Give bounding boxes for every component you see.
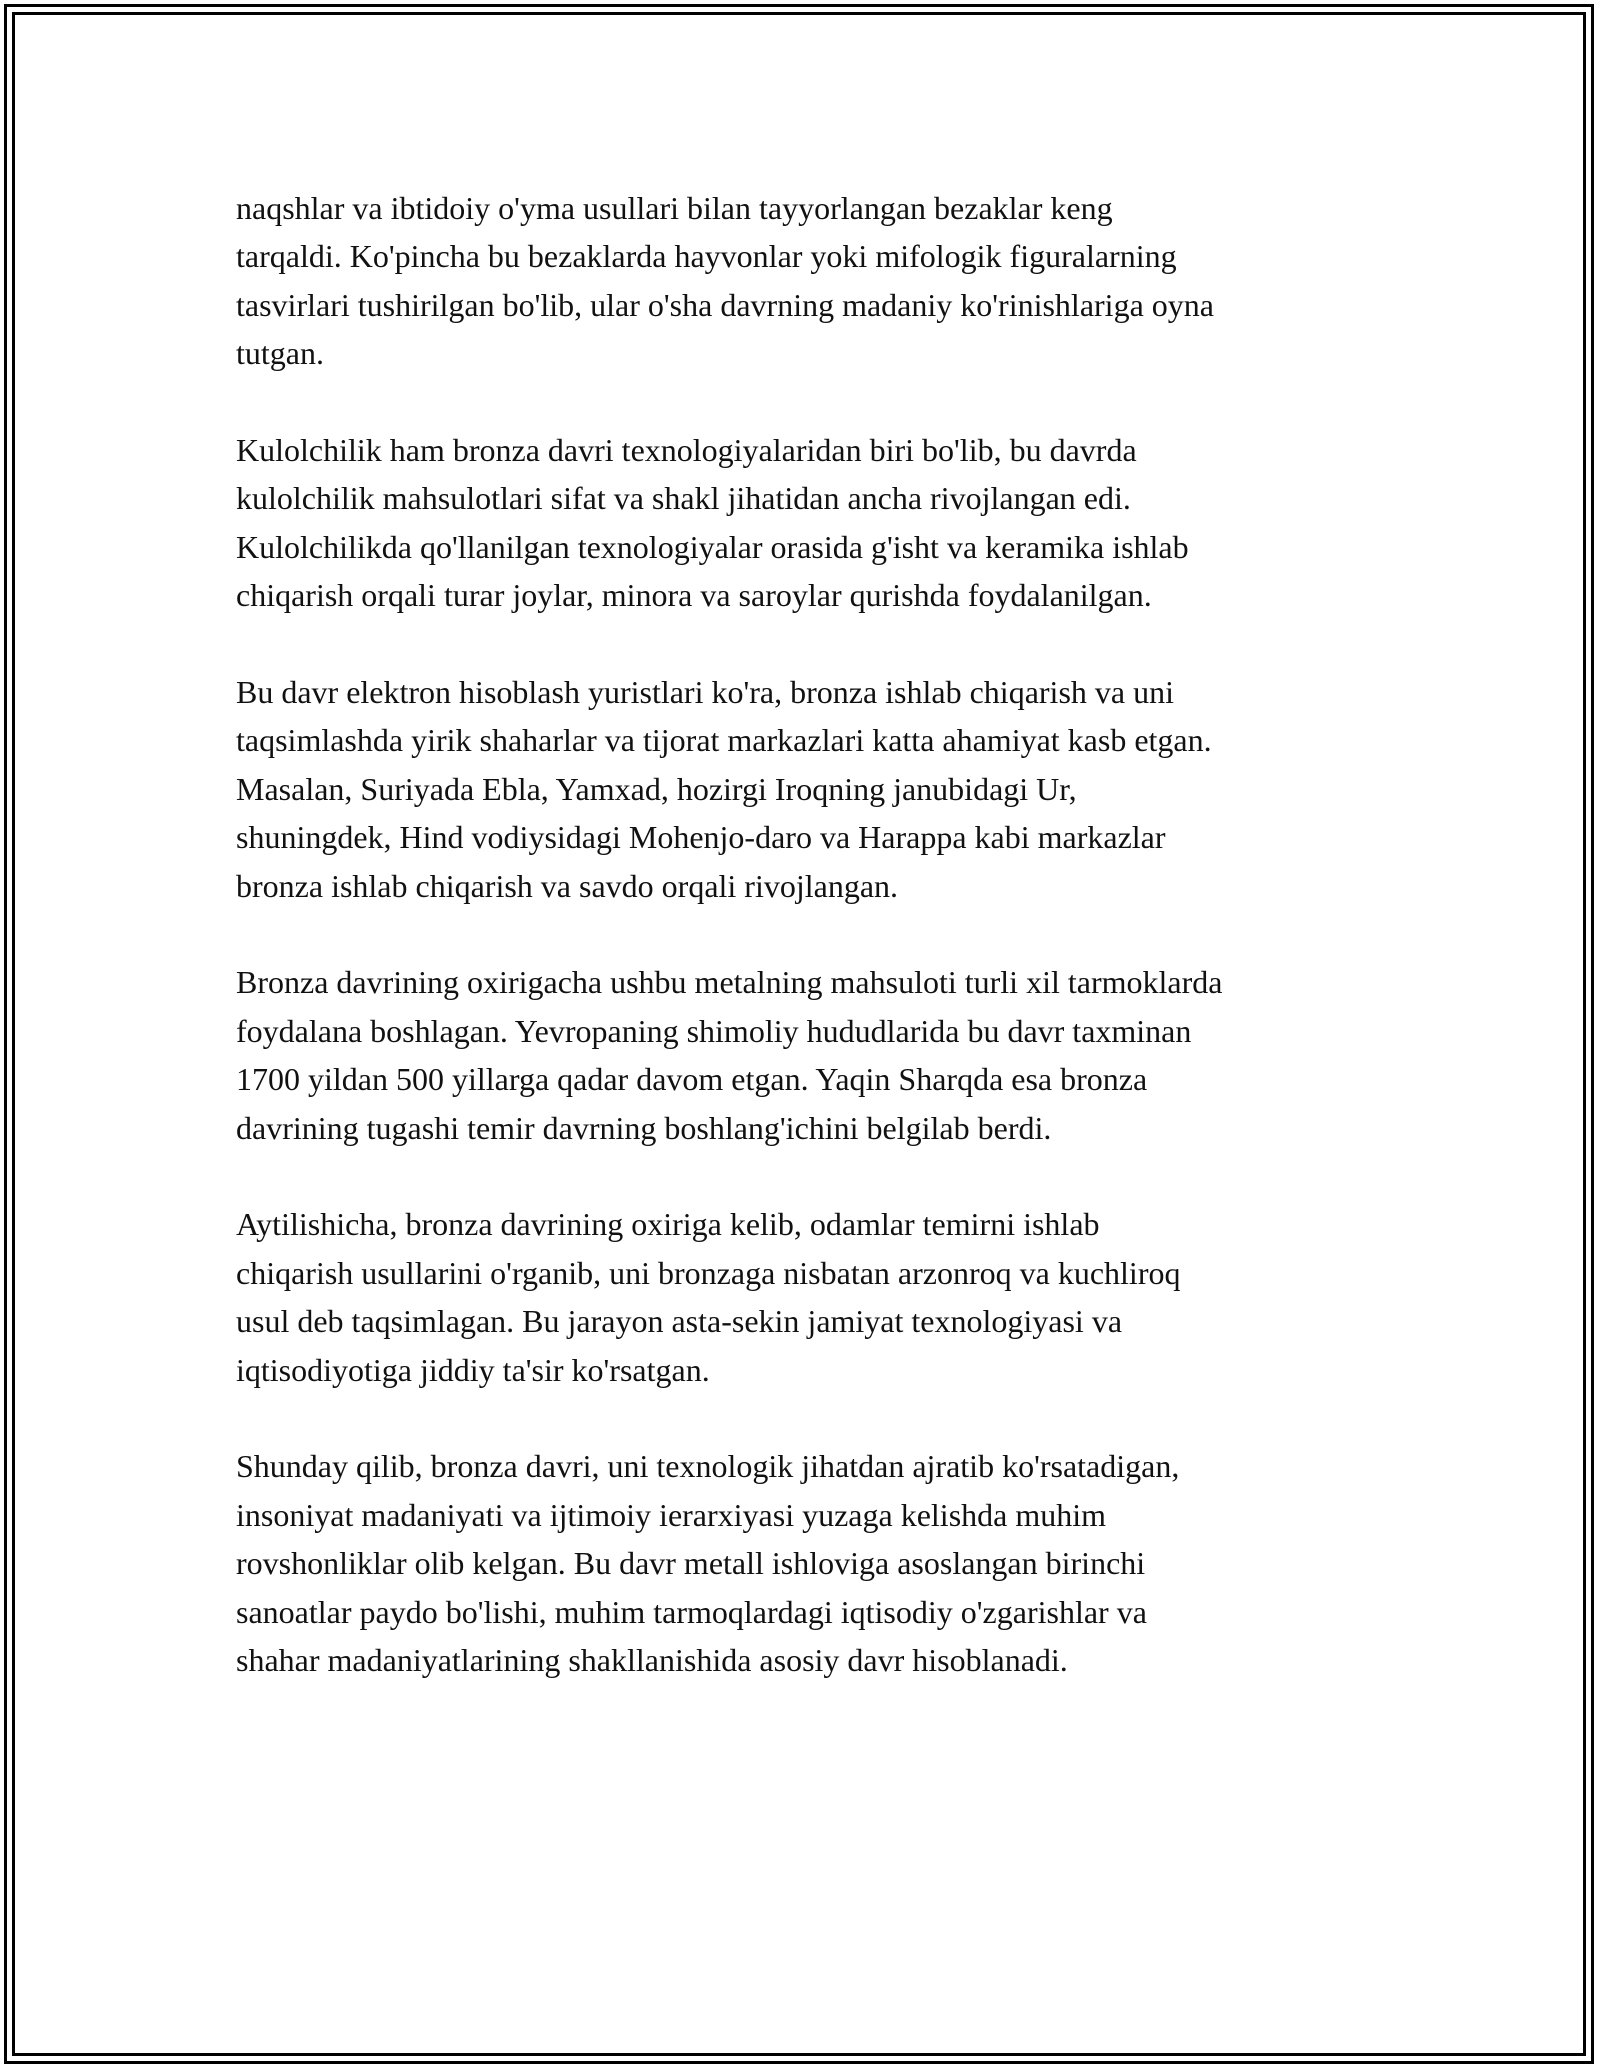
text-line: Bronza davrining oxirigacha ushbu metalning mahsuloti turli xil tarmoklarda [236,964,1223,1001]
text-line: bronza ishlab chiqarish va savdo orqali rivojlangan. [236,867,899,904]
paragraph-6 [236,1442,1376,1684]
text-line: davrining tugashi temir davrning boshlang'ichini belgilab berdi. [236,1109,1052,1146]
document-body [236,184,1376,1685]
text-line: iqtisodiyotiga jiddiy ta'sir ko'rsatgan. [236,1351,710,1388]
text-line: Bu davr elektron hisoblash yuristlari ko'ra, bronza ishlab chiqarish va uni [236,674,1174,711]
text-line: tasvirlari tushirilgan bo'lib, ular o'sha davrning madaniy ko'rinishlariga oyna [236,286,1214,323]
paragraph-1 [236,184,1376,378]
text-line: Shunday qilib, bronza davri, uni texnologik jihatdan ajratib ko'rsatadigan, [236,1448,1180,1485]
text-line: Kulolchilikda qo'llanilgan texnologiyalar orasida g'isht va keramika ishlab [236,528,1189,565]
text-line: Kulolchilik ham bronza davri texnologiyalaridan biri bo'lib, bu davrda [236,432,1137,469]
paragraph-5 [236,1200,1376,1394]
paragraph-4 [236,958,1376,1152]
text-line: kulolchilik mahsulotlari sifat va shakl jihatidan ancha rivojlangan edi. [236,480,1131,517]
text-line: tarqaldi. Ko'pincha bu bezaklarda hayvonlar yoki mifologik figuralarning [236,238,1177,275]
text-line: chiqarish usullarini o'rganib, uni bronzaga nisbatan arzonroq va kuchliroq [236,1254,1181,1291]
paragraph-3 [236,668,1376,910]
paragraph-2 [236,426,1376,620]
text-line: naqshlar va ibtidoiy o'yma usullari bilan tayyorlangan bezaklar keng [236,190,1113,226]
text-line: foydalana boshlagan. Yevropaning shimoliy hududlarida bu davr taxminan [236,1012,1192,1049]
text-line: usul deb taqsimlagan. Bu jarayon asta-sekin jamiyat texnologiyasi va [236,1303,1123,1340]
text-line: sanoatlar paydo bo'lishi, muhim tarmoqlardagi iqtisodiy o'zgarishlar va [236,1593,1147,1630]
text-line: tutgan. [236,335,324,372]
text-line: shuningdek, Hind vodiysidagi Mohenjo-daro va Harappa kabi markazlar [236,819,1166,856]
text-line: Masalan, Suriyada Ebla, Yamxad, hozirgi Iroqning janubidagi Ur, [236,770,1077,807]
text-line: rovshonliklar olib kelgan. Bu davr metall ishloviga asoslangan birinchi [236,1545,1146,1582]
text-line: taqsimlashda yirik shaharlar va tijorat markazlari katta ahamiyat kasb etgan. [236,722,1212,759]
text-line: Aytilishicha, bronza davrining oxiriga kelib, odamlar temirni ishlab [236,1206,1100,1243]
text-line: shahar madaniyatlarining shakllanishida asosiy davr hisoblanadi. [236,1642,1068,1679]
text-line: chiqarish orqali turar joylar, minora va saroylar qurishda foydalanilgan. [236,577,1152,614]
text-line: insoniyat madaniyati va ijtimoiy ierarxiyasi yuzaga kelishda muhim [236,1496,1107,1533]
text-line: 1700 yildan 500 yillarga qadar davom etgan. Yaqin Sharqda esa bronza [236,1061,1148,1098]
